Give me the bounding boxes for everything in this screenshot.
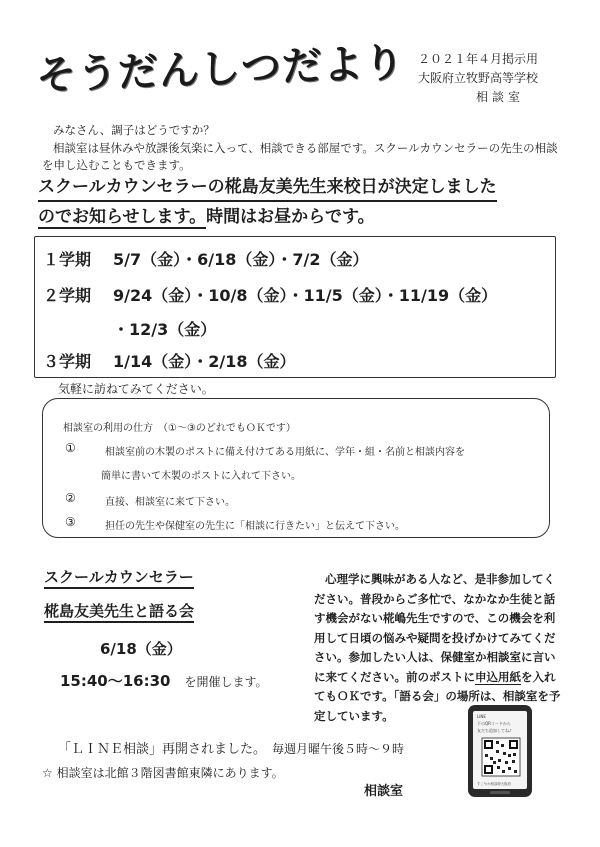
announcement-line2-tail: 時間はお昼からです。 [206, 207, 375, 227]
schedule-term: １学期 [43, 250, 92, 269]
poster-line3: 友だち追加してね♪ [477, 728, 512, 733]
schedule-dates: 5/7（金）・6/18（金）・7/2（金） [113, 250, 369, 269]
issue-date: ２０２１年４月掲示用 [418, 52, 539, 66]
intro-body: 相談室は昼休みや放課後気楽に入って、相談できる部屋です。スクールカウンセラーの先生の相談を申し込むこともできます。 [42, 140, 558, 172]
usage-num: ② [65, 491, 76, 505]
talk-time: 15:40～16:30 [60, 672, 171, 690]
school-name: 大阪府立牧野高等学校 [418, 71, 539, 85]
schedule-dates: ・12/3（金） [113, 320, 217, 339]
announcement-line2: のでお知らせします。 [38, 207, 207, 227]
schedule-dates: 9/24（金）・10/8（金）・11/5（金）・11/19（金） [113, 286, 498, 305]
usage-item-2: 直接、相談室に来て下さい。 [105, 497, 235, 508]
poster-line2: 下のQRコードから [477, 721, 511, 726]
intro-greeting: みなさん、調子はどうですか？ [53, 123, 215, 137]
line-consult [58, 738, 404, 757]
page-title: そうだんしつだより [35, 40, 406, 99]
talk-date: 6/18（金） [100, 640, 182, 658]
line-consult-schedule: 毎週月曜午後５時～９時 [272, 742, 405, 756]
announcement [38, 172, 558, 232]
usage-title: 相談室の利用の仕方 （①～③のどれでもＯＫです） [63, 423, 296, 434]
schedule-box [34, 236, 556, 378]
usage-item-1: 相談室前の木製のポストに備え付けてある用紙に、学年・組・名前と相談内容を [105, 447, 465, 458]
talk-desc-body: 心理学に興味がある人など、是非参加してください。普段からご多忙で、なかなか生徒と話す機会がない椛嶋先生ですので、この機会を利用して日頃の悩みや疑問を投げかけてみてください。参加したい人は、保健室か相談室に言いに来てください。前のポストに [314, 572, 556, 684]
talk-heading-2: 椛島友美先生と語る会 [44, 600, 194, 621]
talk-description [314, 570, 562, 726]
announcement-line1: スクールカウンセラーの椛島友美先生来校日が決定しました [38, 174, 497, 202]
schedule-dates: 1/14（金）・2/18（金） [113, 352, 296, 371]
talk-desc-tail: を入れてもＯＫです。「語る会」の場所は、相談室を予定しています。 [314, 669, 561, 723]
line-consult-text: 「ＬＩＮＥ相談」再開されました。 [58, 742, 267, 757]
phone-qr-icon [462, 704, 542, 798]
poster-line1: LINE [477, 714, 486, 719]
header-info [418, 50, 538, 107]
usage-num: ① [65, 441, 76, 455]
office-name: 相談室 [476, 90, 525, 104]
usage-item-3: 担任の先生や保健室の先生に「相談に行きたい」と伝えて下さい。 [105, 521, 405, 532]
schedule-row [43, 349, 296, 372]
schedule-row [43, 317, 216, 340]
talk-hold: を開催します。 [184, 675, 268, 689]
talk-time-line [60, 670, 268, 691]
schedule-term: ３学期 [43, 352, 92, 371]
location-note: ☆ 相談室は北館３階図書館東隣にあります。 [42, 766, 284, 780]
usage-box [42, 398, 550, 538]
schedule-row [43, 283, 497, 306]
application-form-text: 申込用紙 [475, 669, 521, 684]
line-qr-poster [462, 704, 542, 798]
schedule-term: ２学期 [43, 286, 92, 305]
poster-footer: すこやか相談@大阪府 [477, 782, 511, 786]
intro-text [42, 122, 562, 175]
schedule-row [43, 247, 368, 270]
signature: 相談室 [364, 784, 404, 799]
usage-num: ③ [65, 515, 76, 529]
casual-note: 気軽に訪ねてみてください。 [58, 382, 214, 396]
talk-heading-1: スクールカウンセラー [44, 566, 194, 587]
usage-item-1-cont: 簡単に書いて木製のポストに入れて下さい。 [101, 471, 301, 482]
